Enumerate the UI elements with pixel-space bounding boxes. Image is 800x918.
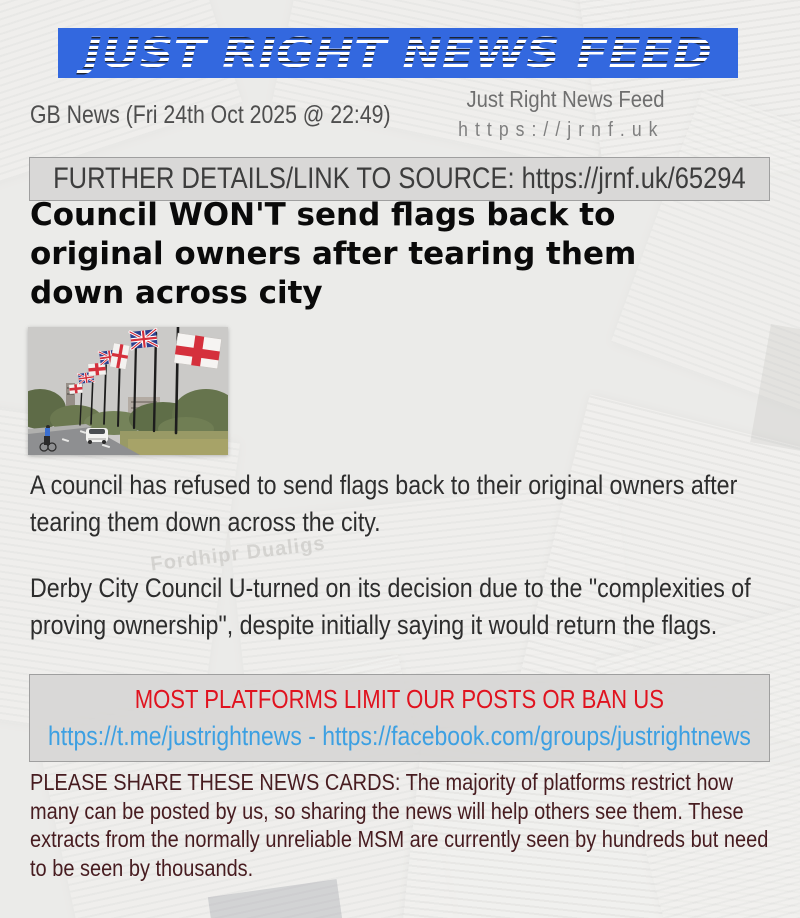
feed-meta-block: [430, 86, 665, 142]
article-photo: [28, 327, 228, 455]
platform-warning-text: MOST PLATFORMS LIMIT OUR POSTS OR BAN US: [134, 684, 665, 714]
source-details-label: FURTHER DETAILS/LINK TO SOURCE:: [53, 162, 515, 195]
feed-url-link[interactable]: https://jrnf.uk: [457, 119, 664, 141]
article-headline: Council WON'T send flags back to original owners after tearing them down across city: [30, 197, 637, 311]
flags-photo-illustration: [28, 327, 228, 455]
share-links-line: [48, 721, 751, 752]
platform-warning-banner: [29, 674, 770, 762]
photo-car: [86, 428, 108, 444]
brand-banner: [58, 28, 738, 78]
article-paragraph: A council has refused to send flags back to their original owners after tearing them down across the city.: [30, 470, 738, 537]
link-separator: -: [308, 721, 316, 751]
source-details-bar: [29, 157, 770, 201]
share-plea-text: PLEASE SHARE THESE NEWS CARDS: The majority of platforms restrict how many can be posted by us, so sharing the news will help others see them. These extracts from the normally unreliable MSM are currently seen by hundreds but need to be seen by thousands.: [30, 769, 769, 881]
article-body: [30, 467, 800, 673]
brand-banner-svg: [58, 28, 738, 78]
bg-faded-word: Fordhipr Dualigs: [149, 532, 327, 576]
brand-title: JUST RIGHT NEWS FEED: [75, 29, 713, 77]
facebook-link[interactable]: https://facebook.com/groups/justrightnews: [322, 721, 751, 751]
article-paragraph: Derby City Council U-turned on its decision due to the "complexities of proving ownership", despite initially saying it would return the flags.: [30, 573, 751, 640]
source-date-label: GB News (Fri 24th Oct 2025 @ 22:49): [30, 101, 391, 129]
feed-name-label: Just Right News Feed: [466, 86, 664, 112]
source-details-link[interactable]: https://jrnf.uk/65294: [521, 162, 746, 195]
telegram-link[interactable]: https://t.me/justrightnews: [48, 721, 302, 751]
